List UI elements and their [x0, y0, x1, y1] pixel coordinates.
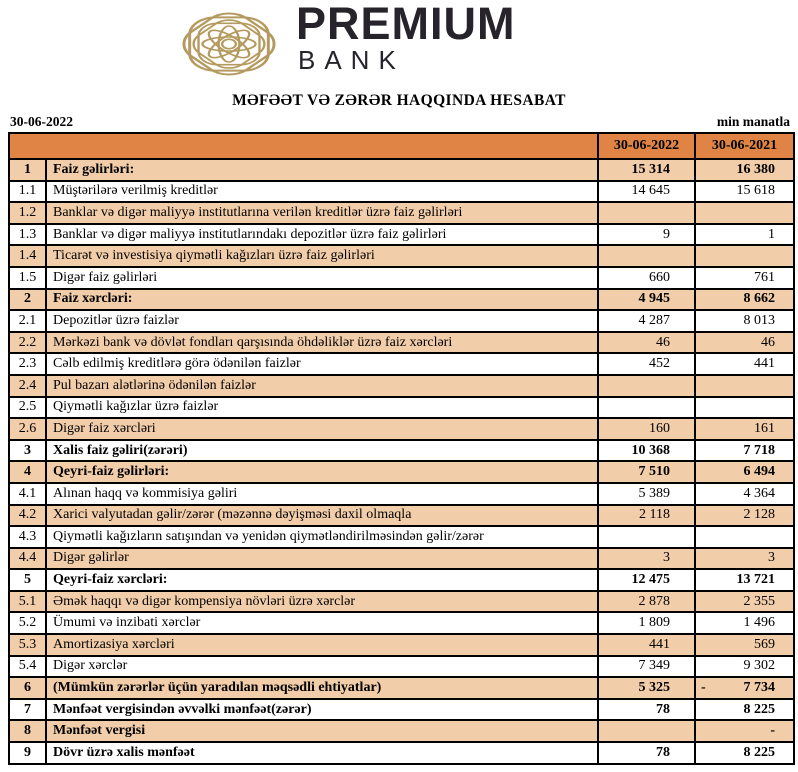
value-2022: 14 645: [631, 183, 670, 199]
table-row: [9, 375, 794, 397]
value-2021: 4 364: [743, 485, 775, 501]
value-2021: 6 494: [743, 464, 775, 480]
currency-unit-label: min manatla: [716, 114, 790, 129]
table-row: [9, 656, 794, 678]
value-2021-cell: [695, 397, 794, 419]
row-number-cell: 2: [9, 289, 46, 311]
value-2022: 1 809: [638, 615, 670, 631]
value-2022: 5 325: [638, 680, 670, 696]
value-2021: 3: [768, 550, 775, 566]
bank-subname: BANK: [298, 45, 405, 75]
value-2022-cell: [598, 267, 695, 289]
row-number-cell: 5: [9, 569, 46, 591]
value-2021-cell: [695, 267, 794, 289]
row-label-cell: Cəlb edilmiş kreditlərə görə ödənilən faizlər: [46, 353, 598, 375]
table-row: [9, 267, 794, 289]
table-row: [9, 245, 794, 267]
value-2021: 46: [761, 334, 775, 350]
table-row: [9, 332, 794, 354]
table-row: [9, 612, 794, 634]
row-label-cell: Banklar və digər maliyyə institutlarındakı depozitlər üzrə faiz gəlirləri: [46, 224, 598, 246]
negative-sign: -: [701, 680, 706, 696]
row-number-cell: 4.1: [9, 483, 46, 505]
row-number-cell: 4.4: [9, 548, 46, 570]
row-number-cell: 1.5: [9, 267, 46, 289]
value-2022: 4 287: [638, 312, 670, 328]
value-2022: 452: [649, 356, 670, 372]
value-2021: 161: [754, 420, 775, 436]
row-number-cell: 8: [9, 720, 46, 742]
row-number-cell: 2.2: [9, 332, 46, 354]
row-number-cell: 7: [9, 699, 46, 721]
table-row: [9, 181, 794, 203]
row-number-cell: 2.1: [9, 310, 46, 332]
row-number-cell: 2.4: [9, 375, 46, 397]
value-2022: 78: [656, 744, 670, 760]
row-number-cell: 2.6: [9, 418, 46, 440]
bank-wordmark: [296, 2, 516, 74]
value-2022: 4 945: [638, 291, 670, 307]
table-row: [9, 159, 794, 181]
value-2021-cell: [695, 375, 794, 397]
row-number-cell: 1.1: [9, 181, 46, 203]
value-2022: 3: [663, 550, 670, 566]
value-2022-cell: [598, 656, 695, 678]
value-2021: 7 718: [743, 442, 775, 458]
row-label-cell: Xalis faiz gəliri(zərəri): [46, 440, 598, 462]
row-label-cell: Qiymətli kağızların satışından və yenidən qiymətləndirilməsindən gəlir/zərər: [46, 526, 598, 548]
value-2021-cell: [695, 245, 794, 267]
value-2022: 2 878: [638, 593, 670, 609]
value-2021-cell: [695, 310, 794, 332]
value-2022: 2 118: [639, 507, 670, 523]
row-label-cell: (Mümkün zərərlər üçün yaradılan məqsədli ehtiyatlar): [46, 677, 598, 699]
column-header-2022: 30-06-2022: [598, 133, 695, 159]
value-2022-cell: [598, 699, 695, 721]
value-2022: 5 389: [638, 485, 670, 501]
value-2021: 569: [754, 636, 775, 652]
value-2022: 15 314: [631, 161, 670, 177]
value-2021: 1 496: [743, 615, 775, 631]
value-2022-cell: [598, 332, 695, 354]
table-row: [9, 591, 794, 613]
value-2021: 761: [754, 269, 775, 285]
row-label-cell: Faiz xərcləri:: [46, 289, 598, 311]
value-2022: 78: [656, 701, 670, 717]
row-label-cell: Qeyri-faiz xərcləri:: [46, 569, 598, 591]
value-2022: 441: [649, 636, 670, 652]
table-row: [9, 720, 794, 742]
report-date: 30-06-2022: [10, 114, 73, 129]
table-row: [9, 461, 794, 483]
value-2021-cell: [695, 742, 794, 764]
row-label-cell: Digər faiz xərcləri: [46, 418, 598, 440]
value-2021: 16 380: [736, 161, 775, 177]
value-2021: 8 013: [743, 312, 775, 328]
row-label-cell: Ümumi və inzibati xərclər: [46, 612, 598, 634]
row-label-cell: Alınan haqq və kommisiya gəliri: [46, 483, 598, 505]
table-row: [9, 677, 794, 699]
row-number-cell: 4: [9, 461, 46, 483]
value-2021-cell: [695, 159, 794, 181]
value-2021-cell: [695, 634, 794, 656]
table-row: [9, 440, 794, 462]
table-row: [9, 526, 794, 548]
row-number-cell: 5.1: [9, 591, 46, 613]
value-2021: 2 355: [743, 593, 775, 609]
row-label-cell: Xarici valyutadan gəlir/zərər (məzənnə dəyişməsi daxil olmaqla: [46, 505, 598, 527]
table-row: [9, 202, 794, 224]
value-2022: 660: [649, 269, 670, 285]
row-number-cell: 5.3: [9, 634, 46, 656]
table-row: [9, 310, 794, 332]
value-2022-cell: [598, 548, 695, 570]
row-number-cell: 5.2: [9, 612, 46, 634]
row-label-cell: Dövr üzrə xalis mənfəət: [46, 742, 598, 764]
value-2022-cell: [598, 289, 695, 311]
value-2021-cell: [695, 289, 794, 311]
value-2022-cell: [598, 591, 695, 613]
header-spacer-cell: [9, 133, 598, 159]
row-label-cell: Qeyri-faiz gəlirləri:: [46, 461, 598, 483]
value-2022-cell: [598, 720, 695, 742]
table-row: [9, 569, 794, 591]
value-2022-cell: [598, 245, 695, 267]
report-meta: [10, 114, 790, 130]
row-label-cell: Digər xərclər: [46, 656, 598, 678]
row-label-cell: Amortizasiya xərcləri: [46, 634, 598, 656]
value-2022: 7 349: [638, 658, 670, 674]
value-2021: 13 721: [736, 572, 775, 588]
value-2022: 10 368: [631, 442, 670, 458]
value-2022-cell: [598, 397, 695, 419]
row-label-cell: Pul bazarı alətlərinə ödənilən faizlər: [46, 375, 598, 397]
value-2022-cell: [598, 224, 695, 246]
value-2022-cell: [598, 677, 695, 699]
table-row: [9, 353, 794, 375]
value-2022-cell: [598, 310, 695, 332]
row-label-cell: Digər gəlirlər: [46, 548, 598, 570]
table-row: [9, 505, 794, 527]
row-number-cell: 4.2: [9, 505, 46, 527]
table-header-row: [9, 133, 794, 159]
table-row: [9, 397, 794, 419]
value-2021: 8 225: [743, 744, 775, 760]
value-2022-cell: [598, 612, 695, 634]
value-2021: 15 618: [736, 183, 775, 199]
row-label-cell: Mənfəət vergisindən əvvəlki mənfəət(zərər): [46, 699, 598, 721]
value-2022-cell: [598, 353, 695, 375]
row-label-cell: Digər faiz gəlirləri: [46, 267, 598, 289]
value-2021-cell: [695, 224, 794, 246]
value-2022: 160: [649, 420, 670, 436]
row-label-cell: Banklar və digər maliyyə institutlarına verilən kreditlər üzrə faiz gəlirləri: [46, 202, 598, 224]
profit-loss-table: [8, 132, 795, 765]
value-2021-cell: [695, 483, 794, 505]
value-2022-cell: [598, 634, 695, 656]
value-2022-cell: [598, 418, 695, 440]
row-label-cell: Əmək haqqı və digər kompensiya növləri üzrə xərclər: [46, 591, 598, 613]
value-2022-cell: [598, 483, 695, 505]
value-2021-cell: [695, 591, 794, 613]
value-2022-cell: [598, 569, 695, 591]
row-number-cell: 3: [9, 440, 46, 462]
row-label-cell: Qiymətli kağızlar üzrə faizlər: [46, 397, 598, 419]
row-number-cell: 2.3: [9, 353, 46, 375]
row-number-cell: 6: [9, 677, 46, 699]
table-row: [9, 483, 794, 505]
value-2021: 8 662: [743, 291, 775, 307]
value-2022-cell: [598, 505, 695, 527]
value-2022: 9: [663, 226, 670, 242]
value-2021-cell: [695, 461, 794, 483]
row-label-cell: Müştərilərə verilmiş kreditlər: [46, 181, 598, 203]
value-2022: 46: [656, 334, 670, 350]
value-2022-cell: [598, 526, 695, 548]
value-2021: 1: [768, 226, 775, 242]
value-2022: 12 475: [631, 572, 670, 588]
value-2021-cell: [695, 418, 794, 440]
column-header-2021: 30-06-2021: [695, 133, 794, 159]
value-2022-cell: [598, 181, 695, 203]
row-number-cell: 4.3: [9, 526, 46, 548]
table-row: [9, 548, 794, 570]
value-2021: -: [770, 723, 775, 739]
value-2021-cell: [695, 181, 794, 203]
value-2021: 7 734: [743, 680, 775, 696]
row-label-cell: Ticarət və investisiya qiymətli kağızları üzrə faiz gəlirləri: [46, 245, 598, 267]
value-2021-cell: [695, 677, 794, 699]
table-row: [9, 634, 794, 656]
row-number-cell: 5.4: [9, 656, 46, 678]
value-2022-cell: [598, 375, 695, 397]
value-2021-cell: [695, 612, 794, 634]
knot-ornament-icon: [170, 4, 288, 84]
row-number-cell: 1.2: [9, 202, 46, 224]
value-2021: 9 302: [743, 658, 775, 674]
value-2022-cell: [598, 440, 695, 462]
table-row: [9, 418, 794, 440]
value-2021-cell: [695, 526, 794, 548]
row-label-cell: Faiz gəlirləri:: [46, 159, 598, 181]
value-2021-cell: [695, 569, 794, 591]
value-2021: 8 225: [743, 701, 775, 717]
value-2021-cell: [695, 440, 794, 462]
value-2021-cell: [695, 699, 794, 721]
bank-logo: [170, 2, 798, 86]
table-row: [9, 289, 794, 311]
table-row: [9, 742, 794, 764]
value-2021-cell: [695, 548, 794, 570]
report-title: MƏFƏƏT VƏ ZƏRƏR HAQQINDA HESABAT: [232, 92, 566, 109]
value-2022: 7 510: [638, 464, 670, 480]
value-2021-cell: [695, 656, 794, 678]
value-2021-cell: [695, 202, 794, 224]
table-row: [9, 699, 794, 721]
row-number-cell: 2.5: [9, 397, 46, 419]
row-label-cell: Depozitlər üzrə faizlər: [46, 310, 598, 332]
value-2021-cell: [695, 332, 794, 354]
table-row: [9, 224, 794, 246]
value-2021-cell: [695, 505, 794, 527]
value-2021-cell: [695, 353, 794, 375]
row-label-cell: Mərkəzi bank və dövlət fondları qarşısında öhdəliklər üzrə faiz xərcləri: [46, 332, 598, 354]
row-number-cell: 1: [9, 159, 46, 181]
value-2022-cell: [598, 742, 695, 764]
value-2022-cell: [598, 461, 695, 483]
value-2022-cell: [598, 202, 695, 224]
value-2021: 2 128: [743, 507, 775, 523]
row-number-cell: 1.4: [9, 245, 46, 267]
value-2022-cell: [598, 159, 695, 181]
value-2021: 441: [754, 356, 775, 372]
bank-name: PREMIUM: [296, 0, 516, 49]
row-number-cell: 1.3: [9, 224, 46, 246]
row-label-cell: Mənfəət vergisi: [46, 720, 598, 742]
value-2021-cell: [695, 720, 794, 742]
row-number-cell: 9: [9, 742, 46, 764]
